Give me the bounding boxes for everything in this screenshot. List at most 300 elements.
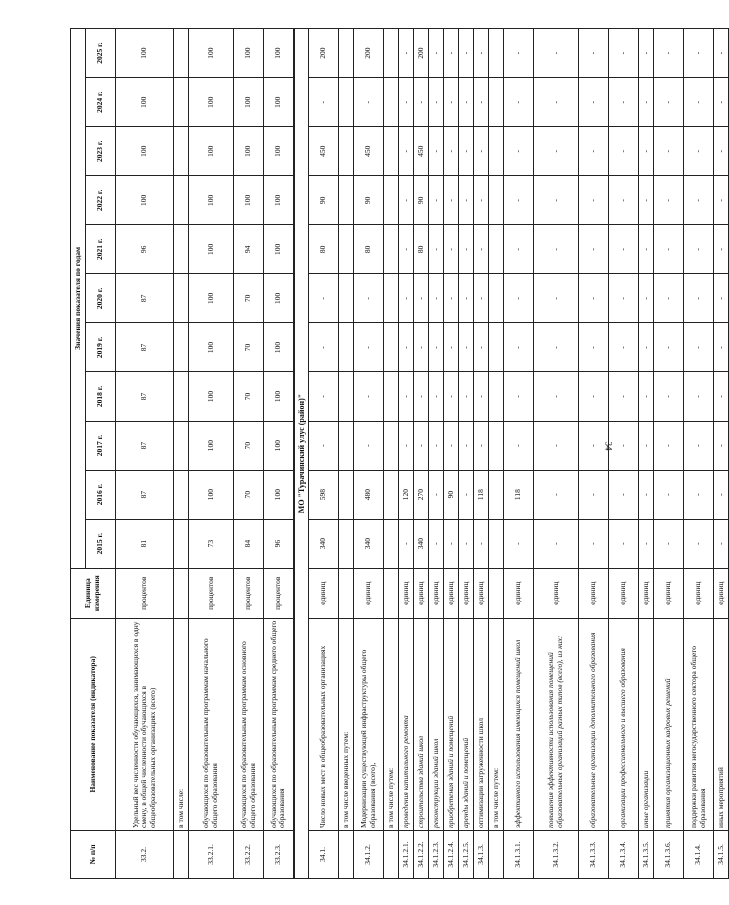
row-name: строительства зданий школ xyxy=(414,618,429,830)
row-value: - xyxy=(534,372,579,421)
row-value: 80 xyxy=(414,225,429,274)
row-value xyxy=(339,127,354,176)
row-unit: единиц xyxy=(429,568,444,618)
row-value: - xyxy=(444,225,459,274)
row-value: - xyxy=(429,78,444,127)
table-row xyxy=(474,29,489,879)
row-value: - xyxy=(459,519,474,568)
row-value: - xyxy=(579,78,609,127)
row-name: проведения капитального ремонта xyxy=(399,618,414,830)
row-value: 87 xyxy=(116,470,174,519)
row-name: в том числе путем: xyxy=(384,618,399,830)
row-name: Число новых мест в общеобразовательных организациях xyxy=(309,618,339,830)
row-value: 480 xyxy=(354,470,384,519)
row-value: - xyxy=(639,372,654,421)
row-name: обучающихся по образовательным программам среднего общего образования xyxy=(264,618,294,830)
row-value xyxy=(174,274,189,323)
row-value xyxy=(384,470,399,519)
table-row xyxy=(639,29,654,879)
row-num: 34.1.2.4. xyxy=(444,830,459,878)
row-value: 598 xyxy=(309,470,339,519)
row-value: 200 xyxy=(354,29,384,78)
row-name: принятия организационных кадровых решений xyxy=(654,618,684,830)
row-value: - xyxy=(534,225,579,274)
row-value: - xyxy=(474,421,489,470)
row-value xyxy=(489,29,504,78)
row-value: - xyxy=(414,372,429,421)
row-value xyxy=(174,372,189,421)
row-value: - xyxy=(714,29,729,78)
table-row xyxy=(444,29,459,879)
row-value xyxy=(339,29,354,78)
rotated-table-container xyxy=(70,28,725,879)
table-row xyxy=(384,29,399,879)
row-value: - xyxy=(579,29,609,78)
table-row xyxy=(504,29,534,879)
row-value: - xyxy=(714,323,729,372)
row-unit: единиц xyxy=(639,568,654,618)
row-value: - xyxy=(504,225,534,274)
row-value: - xyxy=(714,127,729,176)
row-value: 87 xyxy=(116,372,174,421)
row-value: - xyxy=(534,274,579,323)
row-value: 100 xyxy=(264,372,294,421)
row-name: иные организации xyxy=(639,618,654,830)
row-value: 100 xyxy=(264,176,294,225)
row-value: - xyxy=(579,470,609,519)
row-value: 100 xyxy=(189,127,234,176)
row-value xyxy=(489,176,504,225)
row-unit: единиц xyxy=(354,568,384,618)
row-value: 100 xyxy=(189,176,234,225)
row-value: - xyxy=(414,323,429,372)
row-value: - xyxy=(429,127,444,176)
row-value: - xyxy=(684,225,714,274)
row-value: - xyxy=(504,372,534,421)
row-value: - xyxy=(414,78,429,127)
row-value: 87 xyxy=(116,421,174,470)
row-value: - xyxy=(309,78,339,127)
row-num: 34.1.3.6. xyxy=(654,830,684,878)
row-value: - xyxy=(654,323,684,372)
row-value xyxy=(384,372,399,421)
row-value: 70 xyxy=(234,372,264,421)
table-row xyxy=(489,29,504,879)
row-num: 33.2.1. xyxy=(189,830,234,878)
row-value: - xyxy=(429,519,444,568)
row-value: - xyxy=(579,127,609,176)
table-body xyxy=(116,29,729,879)
row-unit: единиц xyxy=(579,568,609,618)
row-value: - xyxy=(579,519,609,568)
row-value xyxy=(174,323,189,372)
row-value: - xyxy=(459,225,474,274)
row-value: - xyxy=(444,323,459,372)
table-row xyxy=(189,29,234,879)
row-value: - xyxy=(639,470,654,519)
table-row xyxy=(534,29,579,879)
row-value xyxy=(339,323,354,372)
row-value: - xyxy=(654,470,684,519)
row-value: - xyxy=(639,421,654,470)
row-value: 100 xyxy=(116,29,174,78)
row-value: - xyxy=(444,274,459,323)
row-value: 96 xyxy=(116,225,174,274)
region-row xyxy=(294,29,309,879)
row-value xyxy=(489,421,504,470)
row-name: приобретения зданий и помещений xyxy=(444,618,459,830)
row-name: образовательные организации дополнительного образования xyxy=(579,618,609,830)
row-value: - xyxy=(309,372,339,421)
row-value: 100 xyxy=(116,78,174,127)
row-value: - xyxy=(444,372,459,421)
row-value: 87 xyxy=(116,274,174,323)
row-value: - xyxy=(504,421,534,470)
row-num: 34.1.3.3. xyxy=(579,830,609,878)
row-value: - xyxy=(429,225,444,274)
row-value xyxy=(174,470,189,519)
row-value xyxy=(339,372,354,421)
row-value: - xyxy=(609,29,639,78)
row-value: 70 xyxy=(234,323,264,372)
row-value: - xyxy=(474,323,489,372)
row-value: - xyxy=(714,225,729,274)
row-name: в том числе: xyxy=(174,618,189,830)
row-value: - xyxy=(654,176,684,225)
row-unit: процентов xyxy=(116,568,174,618)
row-unit: единиц xyxy=(444,568,459,618)
header-year: 2015 г. xyxy=(86,519,116,568)
row-value: 100 xyxy=(264,29,294,78)
header-year: 2025 г. xyxy=(86,29,116,78)
row-value: - xyxy=(534,78,579,127)
row-value: - xyxy=(399,29,414,78)
row-value: 87 xyxy=(116,323,174,372)
row-value: - xyxy=(429,470,444,519)
row-unit: процентов xyxy=(189,568,234,618)
row-value: - xyxy=(684,127,714,176)
row-value: - xyxy=(639,323,654,372)
row-value xyxy=(489,225,504,274)
row-value: - xyxy=(399,225,414,274)
row-name: повышения эффективности использования помещений образовательных организаций разных типов (всего), из них: xyxy=(534,618,579,830)
row-value: - xyxy=(714,470,729,519)
header-year: 2019 г. xyxy=(86,323,116,372)
row-unit: единиц xyxy=(399,568,414,618)
row-unit: единиц xyxy=(309,568,339,618)
row-name: реконструкции зданий школ xyxy=(429,618,444,830)
row-value: - xyxy=(534,421,579,470)
row-value: - xyxy=(504,323,534,372)
row-num: 34.1.2.5. xyxy=(459,830,474,878)
row-unit xyxy=(384,568,399,618)
row-value: 100 xyxy=(189,372,234,421)
row-value xyxy=(174,519,189,568)
row-value: - xyxy=(684,29,714,78)
row-value: - xyxy=(429,372,444,421)
row-value: 100 xyxy=(189,421,234,470)
row-unit: процентов xyxy=(264,568,294,618)
row-value: - xyxy=(684,78,714,127)
row-value: - xyxy=(474,29,489,78)
row-value: - xyxy=(714,421,729,470)
row-value: - xyxy=(684,470,714,519)
row-value: - xyxy=(474,176,489,225)
row-value: - xyxy=(459,127,474,176)
row-value: - xyxy=(399,274,414,323)
row-name: аренды зданий и помещений xyxy=(459,618,474,830)
row-value: 100 xyxy=(116,176,174,225)
row-value: - xyxy=(714,274,729,323)
row-value: 80 xyxy=(309,225,339,274)
row-value: - xyxy=(654,29,684,78)
row-value: - xyxy=(354,372,384,421)
row-value: 96 xyxy=(264,519,294,568)
row-value: - xyxy=(444,176,459,225)
region-label: МО "Турачинский улус (район)" xyxy=(294,29,309,879)
row-value: 100 xyxy=(264,78,294,127)
row-unit xyxy=(339,568,354,618)
row-value: - xyxy=(399,78,414,127)
row-value: 100 xyxy=(116,127,174,176)
row-unit xyxy=(174,568,189,618)
row-value: 100 xyxy=(264,225,294,274)
row-value: - xyxy=(639,274,654,323)
row-value: - xyxy=(714,519,729,568)
row-value: - xyxy=(504,127,534,176)
row-value: 270 xyxy=(414,470,429,519)
row-num: 34.1.5. xyxy=(714,830,729,878)
header-unit: Единица измерения xyxy=(71,568,116,618)
row-value: 90 xyxy=(309,176,339,225)
row-value: - xyxy=(609,127,639,176)
row-unit: процентов xyxy=(234,568,264,618)
row-value: - xyxy=(429,323,444,372)
row-value: - xyxy=(654,372,684,421)
row-value: 100 xyxy=(189,29,234,78)
page-number: 34 xyxy=(603,441,614,451)
row-name: Удельный вес численности обучающихся, занимающихся в одну смену, в общей численности обучающихся в общеобразовательных организациях (всего) xyxy=(116,618,174,830)
header-num: № п/п xyxy=(71,830,116,878)
header-name: Наименование показателя (индикатора) xyxy=(71,618,116,830)
row-value: - xyxy=(579,323,609,372)
row-value: - xyxy=(654,519,684,568)
row-value: - xyxy=(684,176,714,225)
row-name: поддержки развития негосударственного сектора общего образования xyxy=(684,618,714,830)
row-value: 73 xyxy=(189,519,234,568)
row-value: - xyxy=(579,421,609,470)
row-value: 100 xyxy=(189,323,234,372)
row-value xyxy=(339,519,354,568)
row-value xyxy=(384,225,399,274)
row-value: 100 xyxy=(189,274,234,323)
row-value: - xyxy=(684,372,714,421)
table-row xyxy=(354,29,384,879)
row-value: - xyxy=(309,421,339,470)
row-value: 90 xyxy=(444,470,459,519)
row-value: - xyxy=(309,323,339,372)
row-name: оптимизации загруженности школ xyxy=(474,618,489,830)
row-value: 90 xyxy=(414,176,429,225)
row-value xyxy=(339,225,354,274)
row-name: организации профессионального и высшего образования xyxy=(609,618,639,830)
row-value: - xyxy=(534,519,579,568)
row-value xyxy=(174,78,189,127)
row-value: - xyxy=(639,127,654,176)
row-value xyxy=(174,29,189,78)
row-num: 34.1.2.2. xyxy=(414,830,429,878)
row-value: - xyxy=(444,519,459,568)
row-value: - xyxy=(609,421,639,470)
row-value: 340 xyxy=(354,519,384,568)
table-row xyxy=(579,29,609,879)
row-value: - xyxy=(639,176,654,225)
row-value: - xyxy=(399,519,414,568)
row-value: 340 xyxy=(414,519,429,568)
row-value xyxy=(489,78,504,127)
row-unit: единиц xyxy=(459,568,474,618)
row-num xyxy=(489,830,504,878)
row-value: - xyxy=(654,78,684,127)
row-value: - xyxy=(459,372,474,421)
header-year: 2016 г. xyxy=(86,470,116,519)
row-value: - xyxy=(399,176,414,225)
row-unit: единиц xyxy=(684,568,714,618)
row-num: 33.2.2. xyxy=(234,830,264,878)
row-unit: единиц xyxy=(504,568,534,618)
row-num: 34.1.3. xyxy=(474,830,489,878)
row-value: - xyxy=(474,225,489,274)
row-value: 120 xyxy=(399,470,414,519)
row-name: обучающихся по образовательным программам основного общего образования xyxy=(234,618,264,830)
row-value: - xyxy=(714,78,729,127)
row-name: в том числе путем: xyxy=(489,618,504,830)
row-value: 200 xyxy=(309,29,339,78)
row-value: - xyxy=(429,176,444,225)
row-value: - xyxy=(444,29,459,78)
row-value: 100 xyxy=(264,470,294,519)
row-value: - xyxy=(444,78,459,127)
row-value xyxy=(339,176,354,225)
row-value: - xyxy=(714,372,729,421)
row-value xyxy=(489,372,504,421)
row-value: - xyxy=(534,29,579,78)
row-num xyxy=(339,830,354,878)
row-value: - xyxy=(354,78,384,127)
row-value: - xyxy=(459,323,474,372)
row-value: - xyxy=(639,78,654,127)
row-num xyxy=(384,830,399,878)
row-value: 100 xyxy=(264,274,294,323)
header-year: 2020 г. xyxy=(86,274,116,323)
row-value: - xyxy=(459,29,474,78)
row-value: - xyxy=(684,519,714,568)
row-value: - xyxy=(609,274,639,323)
row-value: 100 xyxy=(264,421,294,470)
table-row xyxy=(684,29,714,879)
row-value: - xyxy=(399,372,414,421)
row-value: 70 xyxy=(234,470,264,519)
row-value xyxy=(384,274,399,323)
row-value: - xyxy=(429,29,444,78)
row-unit: единиц xyxy=(609,568,639,618)
row-value: - xyxy=(474,274,489,323)
row-name: эффективного использования имеющихся помещений школ xyxy=(504,618,534,830)
table-row xyxy=(174,29,189,879)
row-value: - xyxy=(714,176,729,225)
row-value xyxy=(339,78,354,127)
row-value: - xyxy=(504,274,534,323)
row-value: - xyxy=(639,29,654,78)
row-num: 33.2. xyxy=(116,830,174,878)
row-unit: единиц xyxy=(414,568,429,618)
table-row xyxy=(414,29,429,879)
row-value: - xyxy=(504,176,534,225)
row-value: 70 xyxy=(234,421,264,470)
row-unit xyxy=(489,568,504,618)
row-value: - xyxy=(444,127,459,176)
row-value xyxy=(489,470,504,519)
row-value xyxy=(489,323,504,372)
row-value: 100 xyxy=(189,78,234,127)
row-value: - xyxy=(579,274,609,323)
table-row xyxy=(264,29,294,879)
row-value: - xyxy=(399,421,414,470)
row-value: - xyxy=(639,225,654,274)
row-num: 34.1.3.4. xyxy=(609,830,639,878)
row-value: - xyxy=(609,78,639,127)
row-value: - xyxy=(429,274,444,323)
row-value: 200 xyxy=(414,29,429,78)
row-value: - xyxy=(654,421,684,470)
header-year: 2021 г. xyxy=(86,225,116,274)
table-row xyxy=(609,29,639,879)
page-content xyxy=(70,28,725,879)
row-value xyxy=(384,421,399,470)
row-value: - xyxy=(309,274,339,323)
row-value: - xyxy=(579,372,609,421)
row-value: - xyxy=(579,225,609,274)
row-value xyxy=(489,519,504,568)
table-row xyxy=(429,29,444,879)
row-value: - xyxy=(459,470,474,519)
row-value: 118 xyxy=(504,470,534,519)
table-row xyxy=(714,29,729,879)
row-value: - xyxy=(354,323,384,372)
row-unit: единиц xyxy=(474,568,489,618)
row-name: обучающихся по образовательным программам начального общего образования xyxy=(189,618,234,830)
row-value: - xyxy=(579,176,609,225)
row-value: - xyxy=(684,323,714,372)
row-unit: единиц xyxy=(654,568,684,618)
row-value: - xyxy=(684,274,714,323)
table-row xyxy=(654,29,684,879)
table-row xyxy=(399,29,414,879)
row-num xyxy=(174,830,189,878)
row-value: - xyxy=(354,421,384,470)
table-row xyxy=(459,29,474,879)
indicators-table xyxy=(70,28,729,879)
row-value xyxy=(339,470,354,519)
row-value xyxy=(174,225,189,274)
row-value: - xyxy=(474,519,489,568)
row-name: в том числе введенных путем: xyxy=(339,618,354,830)
table-row xyxy=(234,29,264,879)
row-value xyxy=(489,274,504,323)
row-value xyxy=(384,176,399,225)
row-value xyxy=(339,274,354,323)
header-year: 2023 г. xyxy=(86,127,116,176)
